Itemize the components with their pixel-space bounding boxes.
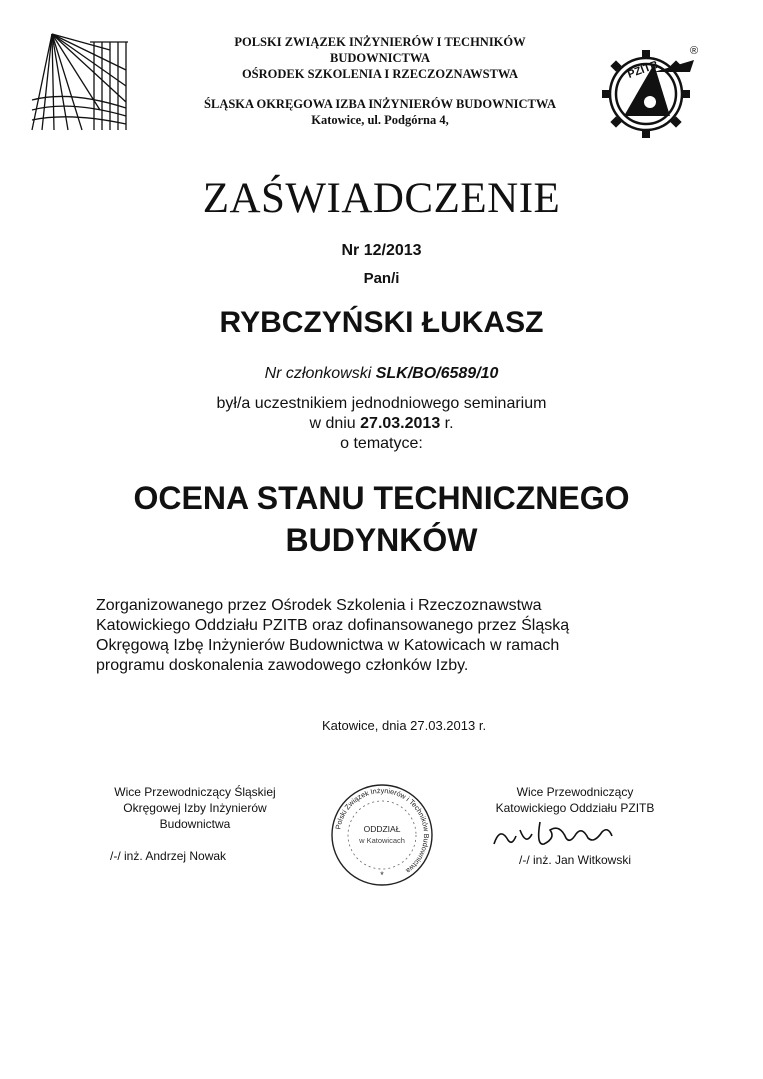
- place-and-date: Katowice, dnia 27.03.2013 r.: [322, 718, 487, 733]
- topic-line-2: BUDYNKÓW: [285, 522, 478, 558]
- date-prefix: w dniu: [309, 415, 361, 432]
- header-line-3: OŚRODEK SZKOLENIA I RZECZOZNAWSTWA: [241, 67, 519, 81]
- topic-line-1: OCENA STANU TECHNICZNEGO: [133, 480, 630, 516]
- stamp-center-line-2: w Katowicach: [359, 836, 405, 845]
- paragraph-line-4: programu doskonalenia zawodowego członków Izby.: [96, 657, 469, 674]
- paragraph-line-3: Okręgową Izbę Inżynierów Budownictwa w Katowicach w ramach: [96, 637, 560, 654]
- handwritten-signature-icon: [470, 816, 680, 852]
- signature-left: [80, 784, 310, 864]
- stamp-ring-text: Polski Związek Inżynierów i Techników Budownictwa: [333, 785, 432, 876]
- seminar-date: 27.03.2013: [360, 415, 441, 432]
- participation-line-3: o tematyce:: [340, 435, 423, 452]
- member-id: SLK/BO/6589/10: [375, 365, 499, 382]
- participation-line-1: był/a uczestnikiem jednodniowego seminarium: [216, 395, 547, 412]
- signature-left-line-1: Wice Przewodniczący Śląskiej: [114, 785, 276, 799]
- bridge-logo-icon: [30, 30, 130, 135]
- recipient-name: RYBCZYŃSKI ŁUKASZ: [219, 306, 544, 339]
- header-address: Katowice, ul. Podgórna 4,: [311, 113, 449, 127]
- header-line-4: ŚLĄSKA OKRĘGOWA IZBA INŻYNIERÓW BUDOWNICTWA: [204, 97, 556, 111]
- signature-right-line-2: Katowickiego Oddziału PZITB: [495, 801, 655, 815]
- membership-line: [0, 365, 763, 383]
- organizer-paragraph: [96, 596, 696, 676]
- participation-text: [0, 394, 763, 454]
- signature-right-name: /-/ inż. Jan Witkowski: [518, 853, 632, 867]
- round-stamp-icon: [320, 780, 445, 890]
- registered-mark: ®: [690, 45, 699, 57]
- header-line-2: BUDOWNICTWA: [329, 51, 430, 65]
- signature-right-line-1: Wice Przewodniczący: [516, 785, 634, 799]
- signature-left-line-2: Okręgowej Izby Inżynierów: [123, 801, 267, 815]
- paragraph-line-1: Zorganizowanego przez Ośrodek Szkolenia i Rzeczoznawstwa: [96, 597, 542, 614]
- document-title: ZAŚWIADCZENIE: [202, 175, 561, 222]
- pzitb-logo-text: PZITB: [626, 58, 660, 81]
- date-suffix: r.: [440, 415, 454, 432]
- member-label: Nr członkowski: [264, 365, 376, 382]
- salutation: Pan/i: [363, 270, 400, 287]
- certificate-number: Nr 12/2013: [341, 242, 422, 259]
- signature-left-line-3: Budownictwa: [159, 817, 231, 831]
- signature-left-name: /-/ inż. Andrzej Nowak: [110, 849, 227, 863]
- svg-text:*: *: [380, 870, 384, 880]
- header-line-1: POLSKI ZWIĄZEK INŻYNIERÓW I TECHNIKÓW: [234, 35, 526, 49]
- stamp-center-line-1: ODDZIAŁ: [363, 824, 401, 834]
- pzitb-gear-logo-icon: [598, 42, 703, 142]
- paragraph-line-2: Katowickiego Oddziału PZITB oraz dofinansowanego przez Śląską: [96, 617, 570, 634]
- participation-date-line: [0, 414, 763, 434]
- seminar-topic: [0, 477, 763, 561]
- signature-right: [470, 784, 680, 868]
- issuer-header: [150, 34, 610, 128]
